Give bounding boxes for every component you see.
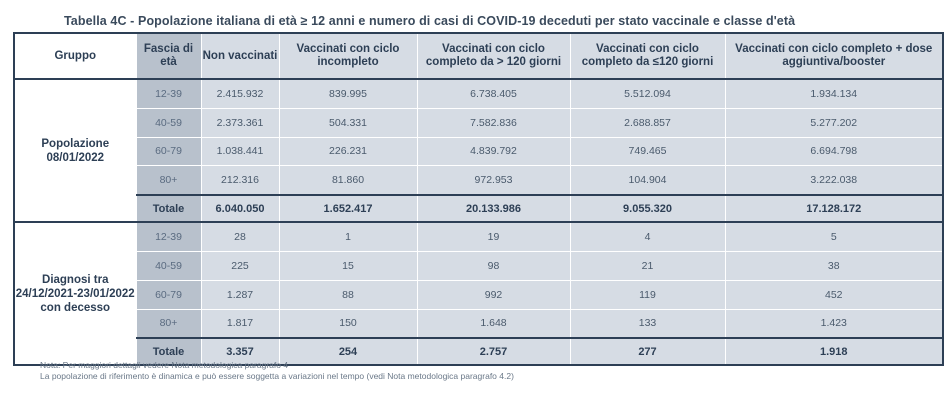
table-title: Tabella 4C - Popolazione italiana di età ≥ 12 anni e numero di casi di COVID-19 deceduti per stato vaccinale e classe d'età — [64, 14, 796, 28]
value-cell: 98 — [417, 251, 570, 280]
value-cell: 104.904 — [570, 166, 725, 195]
value-cell: 7.582.836 — [417, 108, 570, 137]
value-cell: 839.995 — [279, 79, 417, 108]
age-cell: 12-39 — [136, 79, 201, 108]
value-cell: 4 — [570, 222, 725, 251]
value-cell: 81.860 — [279, 166, 417, 195]
total-cell: 6.040.050 — [201, 195, 279, 222]
total-cell: 1.918 — [725, 338, 943, 365]
header-group: Gruppo — [14, 33, 136, 79]
total-row — [14, 195, 943, 222]
value-cell: 133 — [570, 309, 725, 338]
value-cell: 1.648 — [417, 309, 570, 338]
value-cell: 212.316 — [201, 166, 279, 195]
header-complete-over-120: Vaccinati con ciclo completo da > 120 giorni — [417, 33, 570, 79]
value-cell: 452 — [725, 280, 943, 309]
value-cell: 28 — [201, 222, 279, 251]
value-cell: 992 — [417, 280, 570, 309]
data-table — [13, 32, 944, 366]
value-cell: 749.465 — [570, 137, 725, 166]
total-cell: 1.652.417 — [279, 195, 417, 222]
value-cell: 3.222.038 — [725, 166, 943, 195]
value-cell: 1.038.441 — [201, 137, 279, 166]
group-label: Diagnosi tra 24/12/2021-23/01/2022 con decesso — [14, 222, 136, 365]
table-row — [14, 280, 943, 309]
total-cell: 3.357 — [201, 338, 279, 365]
value-cell: 2.415.932 — [201, 79, 279, 108]
table-row — [14, 309, 943, 338]
table-row — [14, 79, 943, 108]
header-age: Fascia di età — [136, 33, 201, 79]
value-cell: 2.373.361 — [201, 108, 279, 137]
value-cell: 5.277.202 — [725, 108, 943, 137]
total-cell: 254 — [279, 338, 417, 365]
table-row — [14, 137, 943, 166]
value-cell: 2.688.857 — [570, 108, 725, 137]
value-cell: 4.839.792 — [417, 137, 570, 166]
total-label: Totale — [136, 338, 201, 365]
value-cell: 150 — [279, 309, 417, 338]
value-cell: 88 — [279, 280, 417, 309]
age-cell: 40-59 — [136, 108, 201, 137]
value-cell: 6.694.798 — [725, 137, 943, 166]
total-cell: 9.055.320 — [570, 195, 725, 222]
value-cell: 1.817 — [201, 309, 279, 338]
value-cell: 19 — [417, 222, 570, 251]
value-cell: 1.423 — [725, 309, 943, 338]
age-cell: 60-79 — [136, 137, 201, 166]
value-cell: 21 — [570, 251, 725, 280]
table-row — [14, 222, 943, 251]
total-cell: 277 — [570, 338, 725, 365]
footnotes — [40, 360, 514, 382]
value-cell: 5 — [725, 222, 943, 251]
header-non-vaccinated: Non vaccinati — [201, 33, 279, 79]
header-row — [14, 33, 943, 79]
value-cell: 225 — [201, 251, 279, 280]
header-incomplete: Vaccinati con ciclo incompleto — [279, 33, 417, 79]
total-label: Totale — [136, 195, 201, 222]
total-cell: 17.128.172 — [725, 195, 943, 222]
value-cell: 15 — [279, 251, 417, 280]
header-booster: Vaccinati con ciclo completo + dose aggiuntiva/booster — [725, 33, 943, 79]
total-cell: 2.757 — [417, 338, 570, 365]
age-cell: 80+ — [136, 166, 201, 195]
value-cell: 1 — [279, 222, 417, 251]
value-cell: 38 — [725, 251, 943, 280]
value-cell: 972.953 — [417, 166, 570, 195]
value-cell: 1.287 — [201, 280, 279, 309]
table-row — [14, 166, 943, 195]
footnote: Nota: Per maggiori dettagli vedere Nota metodologica paragrafo 4 — [40, 360, 289, 370]
value-cell: 6.738.405 — [417, 79, 570, 108]
age-cell: 40-59 — [136, 251, 201, 280]
age-cell: 60-79 — [136, 280, 201, 309]
value-cell: 1.934.134 — [725, 79, 943, 108]
value-cell: 226.231 — [279, 137, 417, 166]
value-cell: 119 — [570, 280, 725, 309]
table-row — [14, 251, 943, 280]
table-row — [14, 108, 943, 137]
value-cell: 504.331 — [279, 108, 417, 137]
age-cell: 12-39 — [136, 222, 201, 251]
header-complete-under-120: Vaccinati con ciclo completo da ≤120 giorni — [570, 33, 725, 79]
total-cell: 20.133.986 — [417, 195, 570, 222]
group-label: Popolazione 08/01/2022 — [14, 79, 136, 222]
footnote: La popolazione di riferimento è dinamica e può essere soggetta a variazioni nel tempo (vedi Nota metodologica paragrafo 4.2) — [40, 371, 514, 381]
age-cell: 80+ — [136, 309, 201, 338]
value-cell: 5.512.094 — [570, 79, 725, 108]
